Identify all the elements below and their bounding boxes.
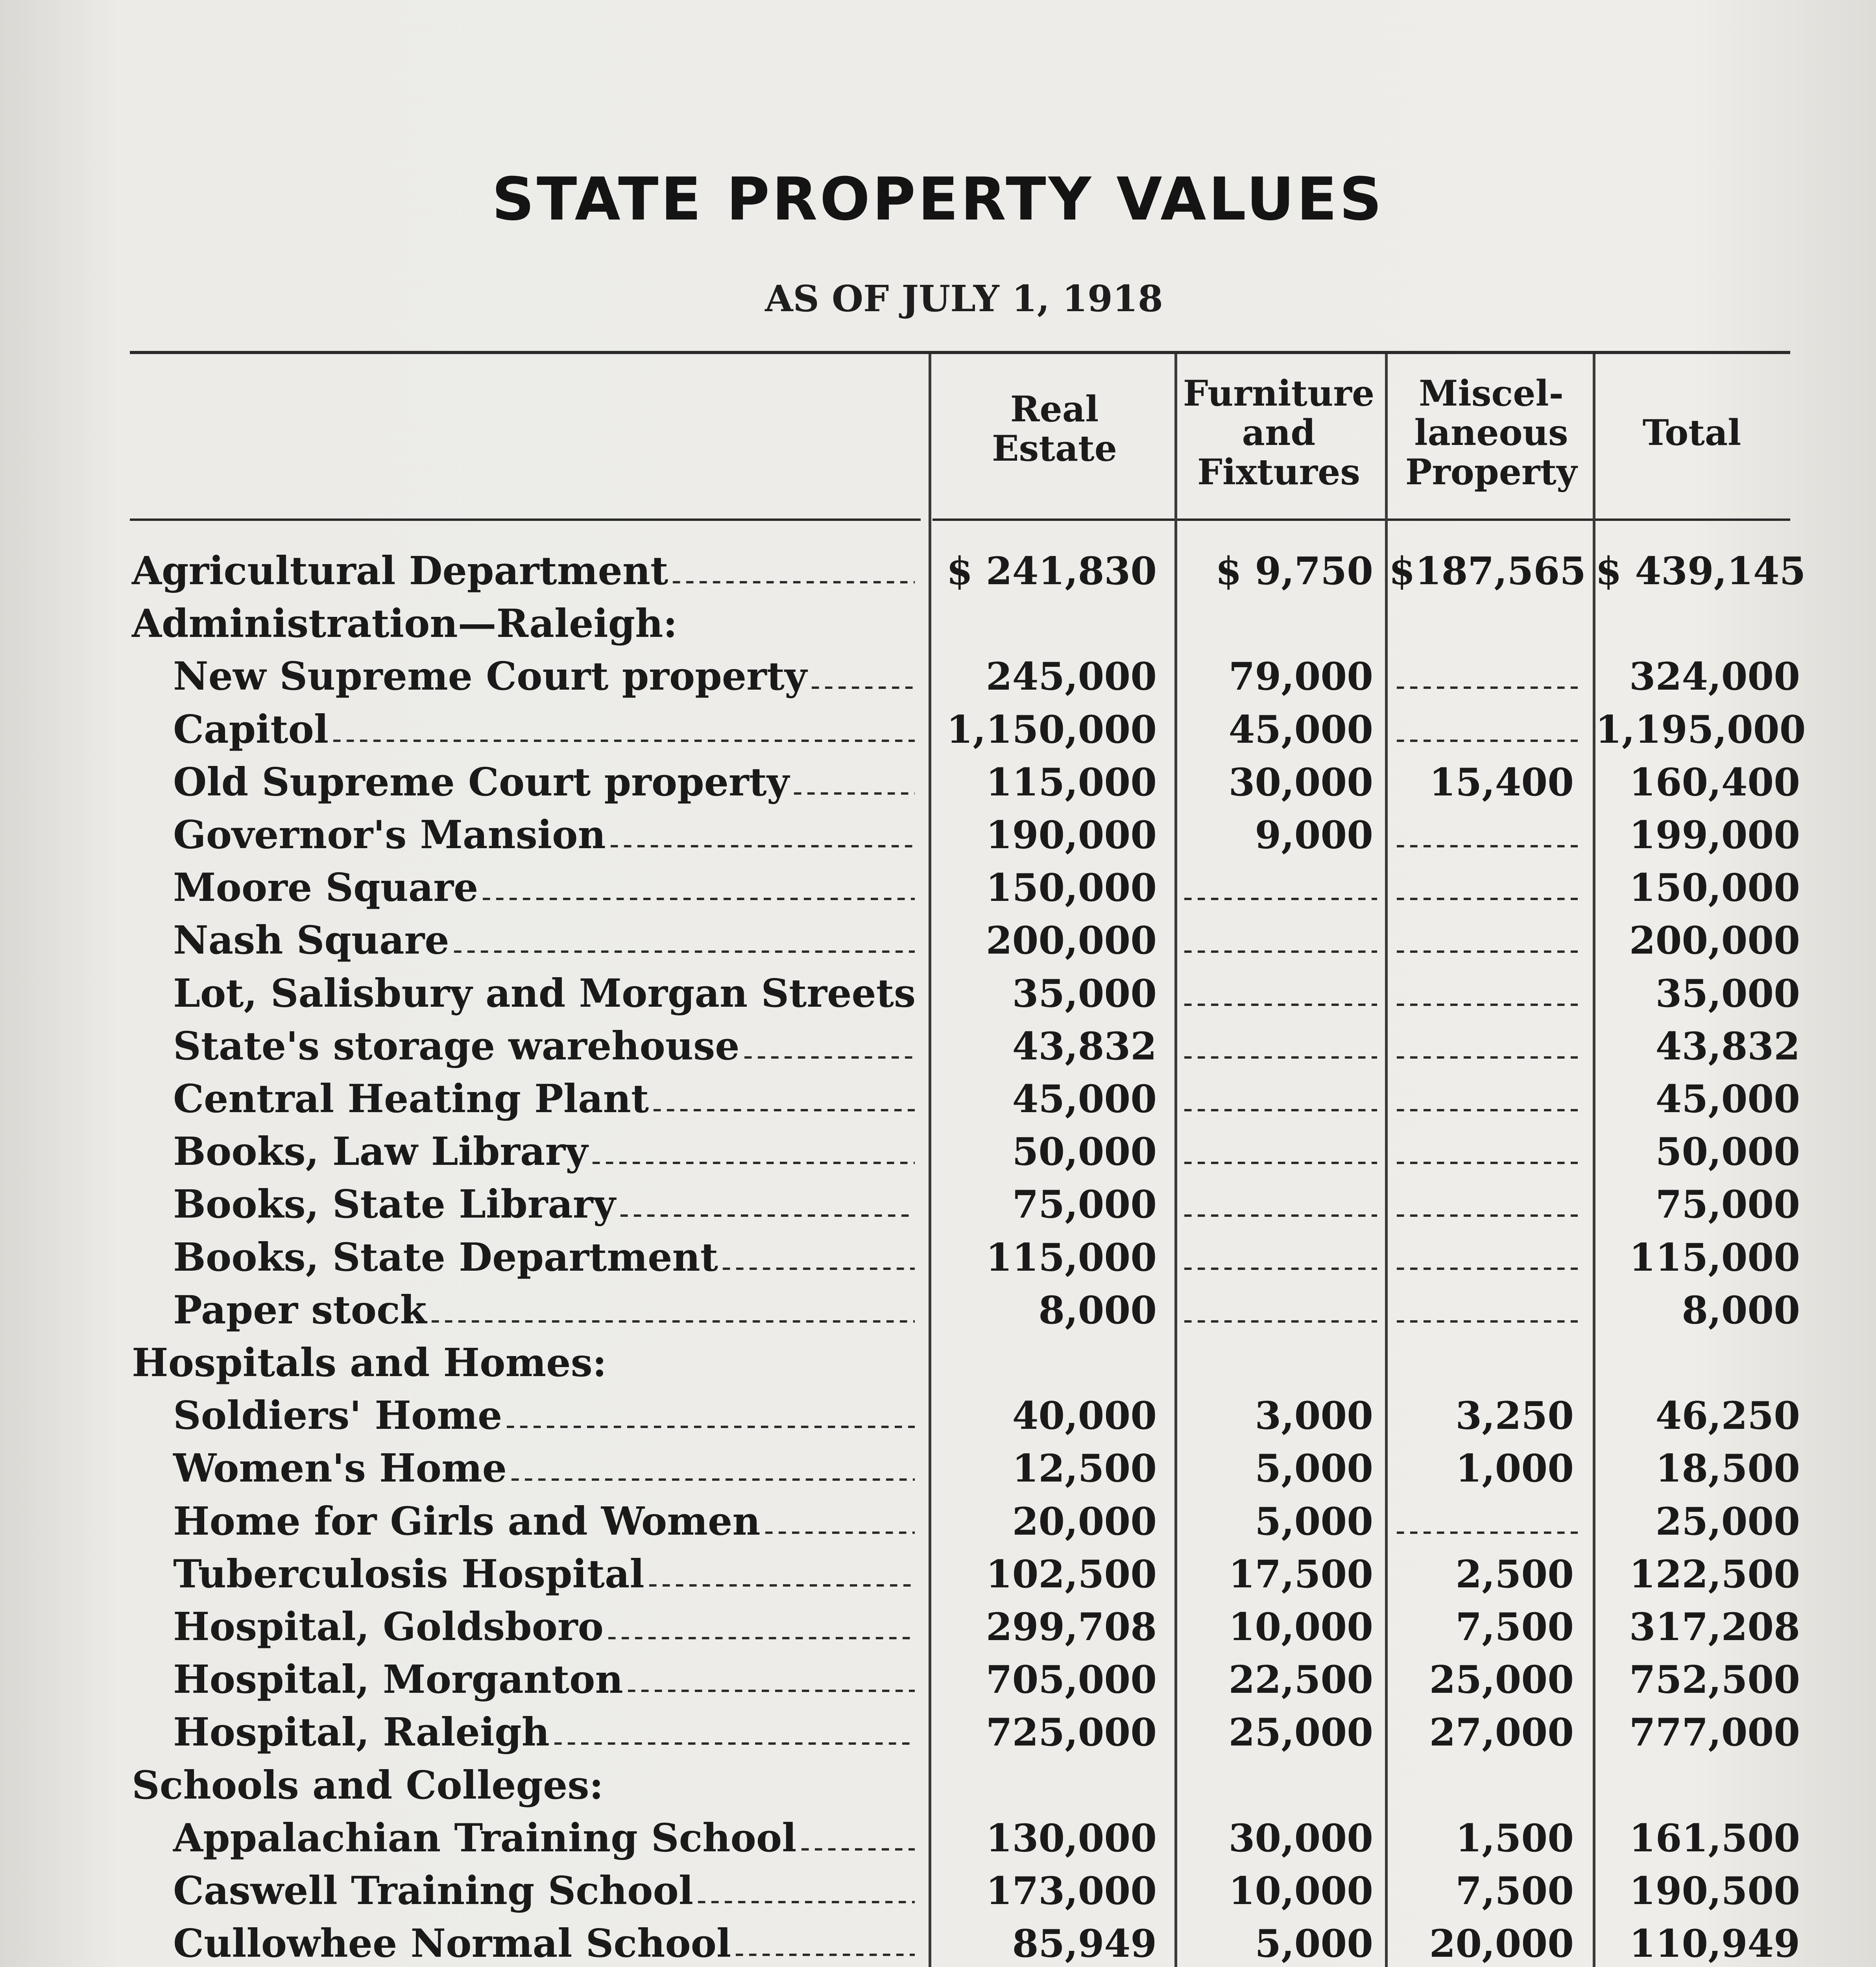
cell-real-estate: 190,000 [986,813,1157,857]
cell-misc: 1,500 [1455,1816,1574,1860]
cell-furniture: 5,000 [1255,1921,1373,1966]
row-label: Capitol [173,707,329,752]
cell-misc-blank [1397,896,1578,900]
table-row [0,1548,1876,1601]
table-row [0,1073,1876,1126]
row-label: Cullowhee Normal School [173,1921,731,1967]
header-rule-label [130,519,921,521]
cell-real-estate: 75,000 [1012,1182,1157,1227]
row-label: Paper stock [173,1287,427,1333]
row-label: Moore Square [173,865,478,911]
cell-total: 25,000 [1655,1499,1800,1544]
cell-misc: $187,565 [1389,549,1586,593]
cell-real-estate: 200,000 [986,918,1157,963]
row-leader-dots [794,791,915,795]
cell-misc-blank [1397,738,1578,742]
cell-real-estate: 725,000 [986,1710,1157,1755]
cell-furniture: 22,500 [1228,1657,1373,1702]
cell-total: 1,195,000 [1595,707,1806,752]
table-row [0,1812,1876,1865]
row-label: Appalachian Training School [173,1815,797,1861]
page-subtitle: AS OF JULY 1, 1918 [765,277,1163,320]
row-label: Women's Home [173,1446,507,1491]
cell-furniture: 17,500 [1228,1552,1373,1596]
row-leader-dots [744,1055,915,1059]
row-label: Tuberculosis Hospital [173,1551,644,1597]
row-label: Central Heating Plant [173,1076,649,1122]
table-row [0,1653,1876,1706]
page-title: STATE PROPERTY VALUES [492,165,1384,234]
cell-furniture: 5,000 [1255,1499,1373,1544]
cell-total: 45,000 [1655,1077,1800,1121]
row-leader-dots [333,738,915,742]
header-furniture-line-1: Furniture [1183,373,1375,414]
row-leader-dots [628,1688,915,1692]
table-row [0,967,1876,1020]
cell-total: 777,000 [1629,1710,1800,1755]
header-total-line-1: Total [1642,412,1741,454]
cell-furniture-blank [1184,1213,1377,1217]
table-row [0,809,1876,862]
row-leader-dots [698,1899,915,1903]
header-furniture [1176,374,1381,492]
cell-furniture-blank [1184,1107,1377,1111]
cell-misc: 15,400 [1429,760,1574,805]
cell-misc: 3,250 [1455,1393,1574,1438]
cell-total: 115,000 [1629,1235,1800,1280]
table-row [0,1020,1876,1073]
cell-furniture: 30,000 [1228,1816,1373,1860]
cell-misc: 7,500 [1455,1869,1574,1913]
table-row [0,1495,1876,1548]
header-rule-values [932,519,1790,521]
table-row [0,703,1876,756]
table-row [0,1389,1876,1442]
row-leader-dots [483,896,915,900]
cell-furniture-blank [1184,949,1377,953]
cell-real-estate: 50,000 [1012,1129,1157,1174]
cell-furniture-blank [1184,1002,1377,1006]
row-leader-dots [511,1477,915,1481]
row-leader-dots [801,1847,915,1851]
cell-misc-blank [1397,1055,1578,1059]
row-leader-dots [611,843,915,847]
table-row [0,756,1876,809]
cell-real-estate: 45,000 [1012,1077,1157,1121]
cell-total: 8,000 [1682,1288,1800,1332]
row-leader-dots [765,1530,915,1534]
row-label: Home for Girls and Women [173,1498,761,1544]
row-label: Caswell Training School [173,1868,694,1913]
row-label: Soldiers' Home [173,1393,502,1439]
table-row [0,1706,1876,1759]
table-row [0,914,1876,967]
cell-misc: 20,000 [1429,1921,1574,1966]
cell-real-estate: 705,000 [986,1657,1157,1702]
row-leader-dots [507,1424,915,1428]
row-label: Books, State Department [173,1234,718,1280]
cell-total: 324,000 [1629,654,1800,699]
cell-furniture: 9,000 [1255,813,1373,857]
cell-misc-blank [1397,1213,1578,1217]
cell-misc: 25,000 [1429,1657,1574,1702]
cell-real-estate: 102,500 [986,1552,1157,1596]
cell-real-estate: 245,000 [986,654,1157,699]
header-real-estate-line-2: Estate [992,428,1117,469]
cell-total: 43,832 [1655,1024,1800,1068]
cell-total: 200,000 [1629,918,1800,963]
cell-misc: 7,500 [1455,1605,1574,1649]
row-label: Books, State Library [173,1182,616,1227]
row-leader-dots [654,1107,915,1111]
cell-furniture: $ 9,750 [1215,549,1373,593]
row-leader-dots [673,579,915,583]
cell-misc-blank [1397,1107,1578,1111]
cell-total: 199,000 [1629,813,1800,857]
section-heading: Hospitals and Homes: [132,1340,607,1386]
cell-total: 35,000 [1655,971,1800,1016]
cell-real-estate: 43,832 [1012,1024,1157,1068]
row-label: State's storage warehouse [173,1023,740,1069]
cell-real-estate: 20,000 [1012,1499,1157,1544]
cell-real-estate: 35,000 [1012,971,1157,1016]
row-leader-dots [454,949,915,953]
cell-furniture: 25,000 [1228,1710,1373,1755]
cell-total: 150,000 [1629,865,1800,910]
row-label: Old Supreme Court property [173,759,789,805]
cell-total: 122,500 [1629,1552,1800,1596]
section-heading-row [0,1337,1876,1389]
cell-total: 50,000 [1655,1129,1800,1174]
cell-misc-blank [1397,843,1578,847]
cell-total: 190,500 [1629,1869,1800,1913]
cell-total: 46,250 [1655,1393,1800,1438]
cell-misc-blank [1397,1160,1578,1164]
table-row [0,1126,1876,1178]
row-leader-dots [812,685,915,689]
row-leader-dots [620,1213,915,1217]
section-heading-row [0,1759,1876,1812]
section-heading-row [0,598,1876,650]
row-leader-dots [736,1952,915,1956]
row-leader-dots [432,1319,915,1323]
row-leader-dots [593,1160,915,1164]
section-heading: Schools and Colleges: [132,1762,604,1808]
table-row [0,1178,1876,1231]
cell-total: 317,208 [1629,1605,1800,1649]
header-total [1597,413,1786,452]
cell-real-estate: 130,000 [986,1816,1157,1860]
table-row [0,545,1876,598]
row-label: Hospital, Raleigh [173,1710,550,1755]
cell-misc: 2,500 [1455,1552,1574,1596]
cell-total: 160,400 [1629,760,1800,805]
header-misc-line-2: laneous [1414,412,1568,454]
cell-misc-blank [1397,1002,1578,1006]
table-row [0,1231,1876,1284]
table-row [0,1865,1876,1917]
table-row [0,650,1876,703]
table-row [0,1442,1876,1495]
row-label: Agricultural Department [132,548,668,594]
row-label: Hospital, Goldsboro [173,1604,604,1650]
table-row [0,1284,1876,1337]
cell-real-estate: 173,000 [986,1869,1157,1913]
cell-misc-blank [1397,685,1578,689]
row-label: Lot, Salisbury and Morgan Streets [173,971,916,1016]
cell-misc-blank [1397,1530,1578,1534]
table-row [0,1917,1876,1967]
header-furniture-line-2: and [1242,412,1316,454]
cell-furniture: 79,000 [1228,654,1373,699]
cell-misc: 27,000 [1429,1710,1574,1755]
cell-real-estate: 115,000 [986,760,1157,805]
cell-total: 752,500 [1629,1657,1800,1702]
cell-furniture: 45,000 [1228,707,1373,752]
cell-misc-blank [1397,1266,1578,1270]
cell-total: 161,500 [1629,1816,1800,1860]
cell-furniture-blank [1184,1160,1377,1164]
row-label: New Supreme Court property [173,654,807,699]
cell-furniture-blank [1184,1266,1377,1270]
top-rule [130,351,1790,354]
cell-misc-blank [1397,1319,1578,1323]
cell-real-estate: 40,000 [1012,1393,1157,1438]
cell-furniture: 30,000 [1228,760,1373,805]
cell-total: 75,000 [1655,1182,1800,1227]
row-leader-dots [723,1266,915,1270]
cell-misc-blank [1397,949,1578,953]
row-label: Books, Law Library [173,1129,588,1175]
cell-total: 18,500 [1655,1446,1800,1491]
header-furniture-line-3: Fixtures [1197,451,1361,493]
cell-real-estate: 115,000 [986,1235,1157,1280]
header-real-estate [936,389,1172,468]
row-leader-dots [554,1741,915,1745]
cell-real-estate: 299,708 [986,1605,1157,1649]
row-label: Governor's Mansion [173,812,606,858]
table-row [0,1601,1876,1653]
cell-furniture: 5,000 [1255,1446,1373,1491]
cell-total: $ 439,145 [1595,549,1806,593]
cell-furniture: 10,000 [1228,1605,1373,1649]
row-label: Hospital, Morganton [173,1657,623,1703]
row-label: Nash Square [173,918,449,963]
row-leader-dots [649,1583,915,1587]
cell-furniture: 10,000 [1228,1869,1373,1913]
header-misc [1389,374,1593,492]
header-misc-line-3: Property [1405,451,1577,493]
cell-real-estate: 1,150,000 [946,707,1157,752]
cell-real-estate: 85,949 [1012,1921,1157,1966]
cell-real-estate: $ 241,830 [946,549,1157,593]
header-misc-line-1: Miscel- [1418,373,1564,414]
cell-furniture-blank [1184,1055,1377,1059]
cell-total: 110,949 [1629,1921,1800,1966]
cell-real-estate: 12,500 [1012,1446,1157,1491]
row-leader-dots [608,1635,915,1639]
cell-furniture-blank [1184,1319,1377,1323]
cell-furniture-blank [1184,896,1377,900]
cell-real-estate: 8,000 [1038,1288,1157,1332]
table-row [0,862,1876,914]
header-real-estate-line-1: Real [1010,388,1099,430]
cell-misc: 1,000 [1455,1446,1574,1491]
section-heading: Administration—Raleigh: [132,601,678,647]
cell-furniture: 3,000 [1255,1393,1373,1438]
cell-real-estate: 150,000 [986,865,1157,910]
